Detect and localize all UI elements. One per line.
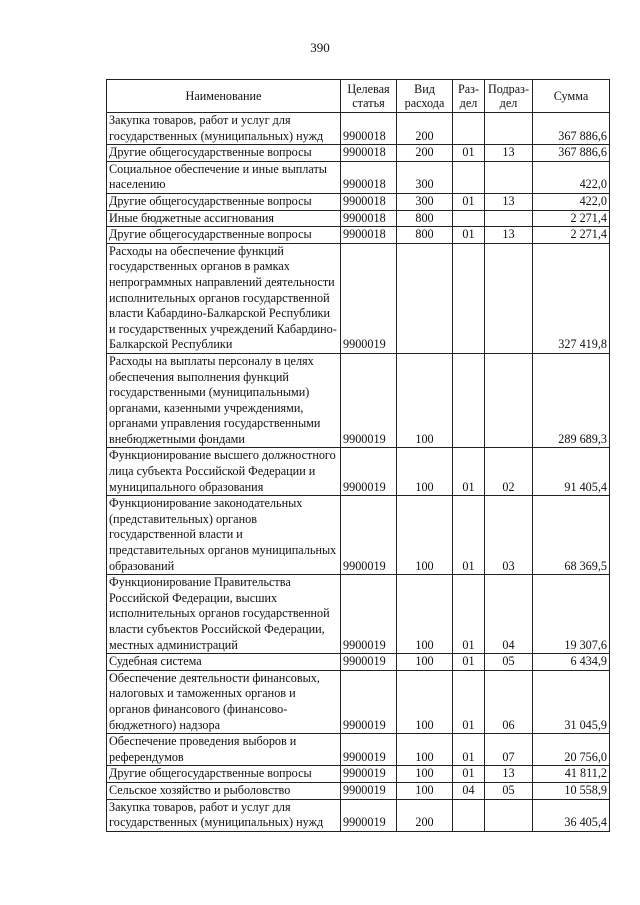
table-row	[107, 575, 610, 654]
row-target-article-cell: 9900019	[341, 353, 397, 448]
row-subsection-cell: 13	[485, 193, 533, 210]
header-subsection: Подраз- дел	[485, 80, 533, 113]
row-name-cell: Другие общегосударственные вопросы	[107, 227, 341, 244]
row-sum-cell: 10 558,9	[533, 782, 610, 799]
row-name-cell: Судебная система	[107, 654, 341, 671]
row-name-cell: Расходы на выплаты персоналу в целях обеспечения выполнения функций государственными (муниципальными) органами, казенными учреждениями, органами управления государственными внебюджетными фондами	[107, 353, 341, 448]
row-sum-cell: 367 886,6	[533, 145, 610, 162]
row-target-article-cell: 9900018	[341, 227, 397, 244]
row-target-article-cell: 9900018	[341, 210, 397, 227]
table-body	[107, 113, 610, 832]
row-target-article-cell: 9900019	[341, 782, 397, 799]
row-sum-cell: 91 405,4	[533, 448, 610, 496]
row-subsection-cell: 05	[485, 782, 533, 799]
row-subsection-cell: 07	[485, 734, 533, 766]
row-name-cell: Другие общегосударственные вопросы	[107, 766, 341, 783]
row-target-article-cell: 9900018	[341, 145, 397, 162]
row-section-cell: 01	[453, 448, 485, 496]
table-row	[107, 670, 610, 733]
row-subsection-cell	[485, 353, 533, 448]
row-target-article-cell: 9900019	[341, 734, 397, 766]
row-expense-type-cell: 200	[397, 113, 453, 145]
row-target-article-cell: 9900019	[341, 670, 397, 733]
table-row	[107, 145, 610, 162]
row-expense-type-cell: 800	[397, 227, 453, 244]
row-expense-type-cell: 100	[397, 670, 453, 733]
row-expense-type-cell	[397, 243, 453, 353]
row-expense-type-cell: 100	[397, 782, 453, 799]
row-section-cell: 01	[453, 670, 485, 733]
row-target-article-cell: 9900019	[341, 448, 397, 496]
row-expense-type-cell: 100	[397, 766, 453, 783]
page-number: 390	[310, 40, 330, 55]
row-section-cell	[453, 161, 485, 193]
row-subsection-cell	[485, 799, 533, 831]
header-section: Раз- дел	[453, 80, 485, 113]
row-sum-cell: 367 886,6	[533, 113, 610, 145]
row-sum-cell: 6 434,9	[533, 654, 610, 671]
header-name: Наименование	[107, 80, 341, 113]
row-target-article-cell: 9900019	[341, 799, 397, 831]
row-expense-type-cell: 100	[397, 448, 453, 496]
table-row	[107, 654, 610, 671]
table-row	[107, 353, 610, 448]
row-sum-cell: 20 756,0	[533, 734, 610, 766]
budget-table	[106, 79, 610, 832]
row-target-article-cell: 9900019	[341, 575, 397, 654]
row-expense-type-cell: 200	[397, 145, 453, 162]
row-sum-cell: 327 419,8	[533, 243, 610, 353]
row-subsection-cell	[485, 161, 533, 193]
row-section-cell	[453, 210, 485, 227]
row-expense-type-cell: 100	[397, 734, 453, 766]
table-row	[107, 782, 610, 799]
table-row	[107, 243, 610, 353]
row-section-cell	[453, 353, 485, 448]
row-name-cell: Другие общегосударственные вопросы	[107, 193, 341, 210]
row-section-cell: 01	[453, 227, 485, 244]
row-target-article-cell: 9900018	[341, 161, 397, 193]
row-section-cell: 01	[453, 145, 485, 162]
row-sum-cell: 422,0	[533, 161, 610, 193]
row-name-cell: Закупка товаров, работ и услуг для государственных (муниципальных) нужд	[107, 113, 341, 145]
row-name-cell: Обеспечение деятельности финансовых, налоговых и таможенных органов и органов финансового (финансово-бюджетного) надзора	[107, 670, 341, 733]
header-target-article: Целевая статья	[341, 80, 397, 113]
row-section-cell: 04	[453, 782, 485, 799]
row-subsection-cell: 13	[485, 766, 533, 783]
row-section-cell: 01	[453, 575, 485, 654]
header-expense-type: Вид расхода	[397, 80, 453, 113]
table-row	[107, 210, 610, 227]
row-sum-cell: 422,0	[533, 193, 610, 210]
row-section-cell	[453, 243, 485, 353]
table-row	[107, 161, 610, 193]
table-row	[107, 496, 610, 575]
row-section-cell	[453, 113, 485, 145]
row-name-cell: Расходы на обеспечение функций государственных органов в рамках непрограммных направлений деятельности исполнительных органов государственной власти Кабардино-Балкарской Республики и государственных учреждений Кабардино-Балкарской Республики	[107, 243, 341, 353]
row-expense-type-cell: 100	[397, 575, 453, 654]
row-section-cell	[453, 799, 485, 831]
table-row	[107, 113, 610, 145]
row-name-cell: Иные бюджетные ассигнования	[107, 210, 341, 227]
row-target-article-cell: 9900018	[341, 113, 397, 145]
row-section-cell: 01	[453, 734, 485, 766]
row-subsection-cell: 03	[485, 496, 533, 575]
row-section-cell: 01	[453, 193, 485, 210]
table-row	[107, 766, 610, 783]
row-subsection-cell	[485, 210, 533, 227]
row-expense-type-cell: 800	[397, 210, 453, 227]
row-name-cell: Сельское хозяйство и рыболовство	[107, 782, 341, 799]
row-target-article-cell: 9900019	[341, 243, 397, 353]
row-target-article-cell: 9900018	[341, 193, 397, 210]
row-target-article-cell: 9900019	[341, 496, 397, 575]
table-row	[107, 799, 610, 831]
row-sum-cell: 68 369,5	[533, 496, 610, 575]
row-expense-type-cell: 300	[397, 161, 453, 193]
table-row	[107, 227, 610, 244]
row-subsection-cell	[485, 243, 533, 353]
row-expense-type-cell: 100	[397, 353, 453, 448]
row-expense-type-cell: 200	[397, 799, 453, 831]
table-row	[107, 734, 610, 766]
row-expense-type-cell: 100	[397, 654, 453, 671]
row-name-cell: Социальное обеспечение и иные выплаты населению	[107, 161, 341, 193]
row-subsection-cell: 13	[485, 227, 533, 244]
table-header-row	[107, 80, 610, 113]
row-section-cell: 01	[453, 654, 485, 671]
row-subsection-cell: 06	[485, 670, 533, 733]
row-sum-cell: 19 307,6	[533, 575, 610, 654]
row-section-cell: 01	[453, 766, 485, 783]
row-name-cell: Функционирование высшего должностного лица субъекта Российской Федерации и муниципального образования	[107, 448, 341, 496]
row-name-cell: Другие общегосударственные вопросы	[107, 145, 341, 162]
row-subsection-cell: 13	[485, 145, 533, 162]
row-name-cell: Функционирование Правительства Российской Федерации, высших исполнительных органов государственной власти субъектов Российской Федерации, местных администраций	[107, 575, 341, 654]
row-name-cell: Обеспечение проведения выборов и референдумов	[107, 734, 341, 766]
row-target-article-cell: 9900019	[341, 766, 397, 783]
row-subsection-cell: 02	[485, 448, 533, 496]
table-row	[107, 448, 610, 496]
row-subsection-cell	[485, 113, 533, 145]
row-name-cell: Закупка товаров, работ и услуг для государственных (муниципальных) нужд	[107, 799, 341, 831]
header-sum: Сумма	[533, 80, 610, 113]
row-sum-cell: 2 271,4	[533, 210, 610, 227]
row-sum-cell: 289 689,3	[533, 353, 610, 448]
row-sum-cell: 36 405,4	[533, 799, 610, 831]
row-sum-cell: 2 271,4	[533, 227, 610, 244]
table-row	[107, 193, 610, 210]
row-subsection-cell: 05	[485, 654, 533, 671]
row-section-cell: 01	[453, 496, 485, 575]
row-name-cell: Функционирование законодательных (представительных) органов государственной власти и представительных органов муниципальных образований	[107, 496, 341, 575]
row-expense-type-cell: 100	[397, 496, 453, 575]
row-target-article-cell: 9900019	[341, 654, 397, 671]
row-sum-cell: 31 045,9	[533, 670, 610, 733]
row-sum-cell: 41 811,2	[533, 766, 610, 783]
row-expense-type-cell: 300	[397, 193, 453, 210]
row-subsection-cell: 04	[485, 575, 533, 654]
